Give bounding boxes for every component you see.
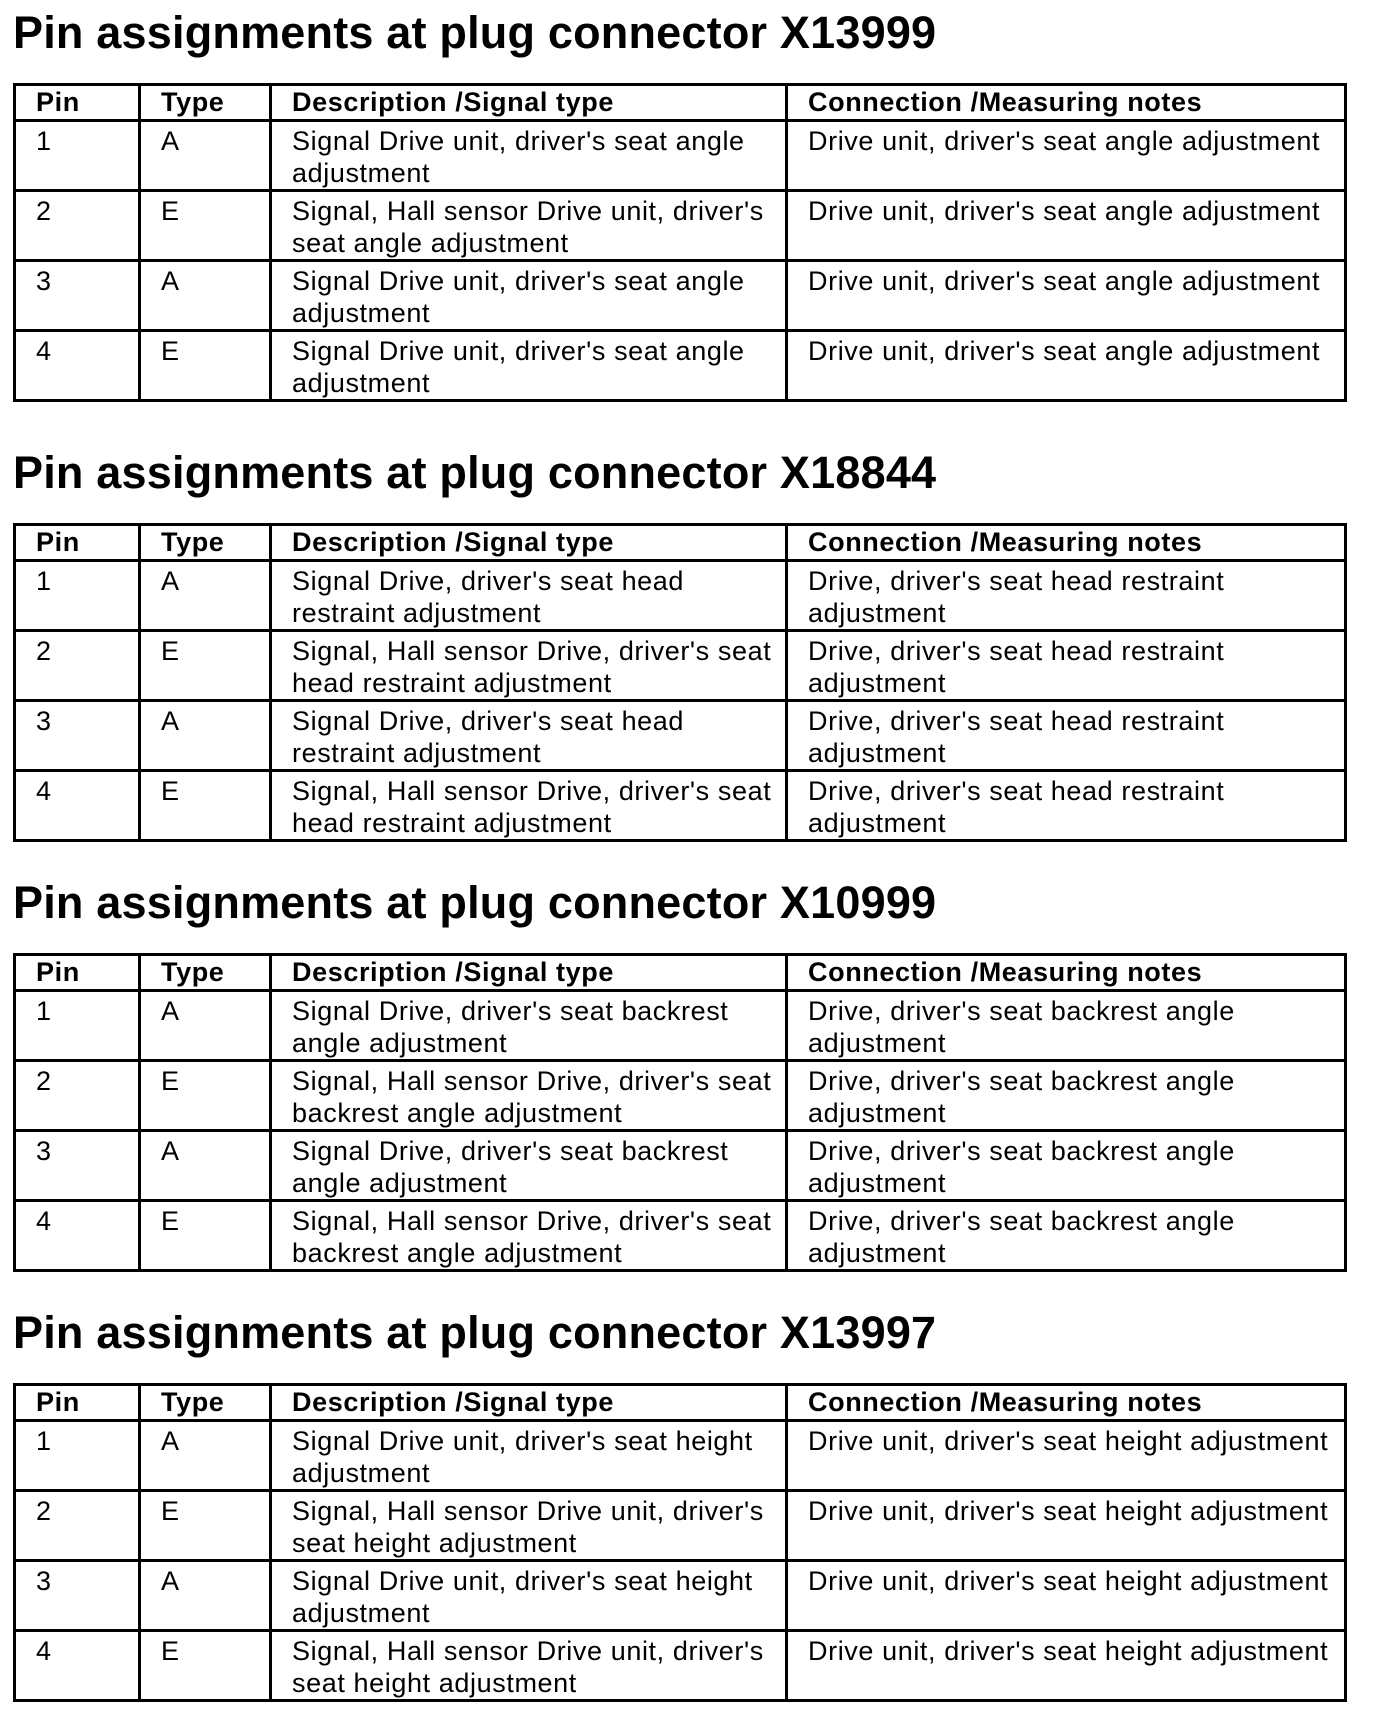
header-connection: Connection /Measuring notes bbox=[787, 85, 1346, 121]
header-description: Description /Signal type bbox=[271, 955, 787, 991]
header-connection: Connection /Measuring notes bbox=[787, 525, 1346, 561]
cell-type: A bbox=[140, 261, 271, 331]
cell-connection: Drive unit, driver's seat height adjustment bbox=[787, 1491, 1346, 1561]
table-row bbox=[15, 631, 1346, 701]
cell-type: A bbox=[140, 121, 271, 191]
cell-pin: 3 bbox=[15, 1561, 140, 1631]
cell-connection: Drive unit, driver's seat angle adjustment bbox=[787, 261, 1346, 331]
table-row bbox=[15, 1421, 1346, 1491]
cell-type: A bbox=[140, 991, 271, 1061]
table-row bbox=[15, 1061, 1346, 1131]
header-type: Type bbox=[140, 1385, 271, 1421]
cell-type: E bbox=[140, 771, 271, 841]
section-title: Pin assignments at plug connector X13997 bbox=[13, 1307, 937, 1358]
connector-section-x18844 bbox=[13, 447, 1344, 838]
cell-type: A bbox=[140, 1421, 271, 1491]
header-pin: Pin bbox=[15, 525, 140, 561]
section-title: Pin assignments at plug connector X13999 bbox=[13, 7, 937, 58]
table-row bbox=[15, 1631, 1346, 1701]
cell-description: Signal Drive, driver's seat head restraint adjustment bbox=[271, 701, 787, 771]
table-row bbox=[15, 191, 1346, 261]
header-description: Description /Signal type bbox=[271, 1385, 787, 1421]
cell-connection: Drive, driver's seat backrest angle adjustment bbox=[787, 1131, 1346, 1201]
cell-pin: 4 bbox=[15, 1201, 140, 1271]
table-row bbox=[15, 261, 1346, 331]
cell-connection: Drive, driver's seat backrest angle adjustment bbox=[787, 1061, 1346, 1131]
table-header-row bbox=[15, 525, 1346, 561]
cell-pin: 4 bbox=[15, 1631, 140, 1701]
section-title: Pin assignments at plug connector X18844 bbox=[13, 447, 937, 498]
table-row bbox=[15, 561, 1346, 631]
cell-type: E bbox=[140, 1491, 271, 1561]
table-header-row bbox=[15, 955, 1346, 991]
cell-type: E bbox=[140, 331, 271, 401]
cell-description: Signal Drive unit, driver's seat height adjustment bbox=[271, 1561, 787, 1631]
connector-section-x13999 bbox=[13, 7, 1344, 398]
cell-type: E bbox=[140, 1201, 271, 1271]
cell-type: A bbox=[140, 561, 271, 631]
cell-connection: Drive unit, driver's seat angle adjustment bbox=[787, 191, 1346, 261]
cell-pin: 3 bbox=[15, 701, 140, 771]
header-pin: Pin bbox=[15, 1385, 140, 1421]
cell-description: Signal Drive, driver's seat backrest angle adjustment bbox=[271, 991, 787, 1061]
pin-table bbox=[13, 523, 1347, 842]
section-title: Pin assignments at plug connector X10999 bbox=[13, 877, 937, 928]
table-row bbox=[15, 1131, 1346, 1201]
header-connection: Connection /Measuring notes bbox=[787, 955, 1346, 991]
cell-pin: 1 bbox=[15, 1421, 140, 1491]
cell-description: Signal Drive, driver's seat head restraint adjustment bbox=[271, 561, 787, 631]
cell-pin: 3 bbox=[15, 1131, 140, 1201]
cell-description: Signal, Hall sensor Drive, driver's seat backrest angle adjustment bbox=[271, 1201, 787, 1271]
cell-pin: 1 bbox=[15, 561, 140, 631]
cell-description: Signal, Hall sensor Drive unit, driver's seat height adjustment bbox=[271, 1491, 787, 1561]
cell-connection: Drive, driver's seat head restraint adjustment bbox=[787, 771, 1346, 841]
connector-section-x10999 bbox=[13, 877, 1344, 1268]
cell-connection: Drive unit, driver's seat height adjustment bbox=[787, 1421, 1346, 1491]
cell-connection: Drive, driver's seat head restraint adjustment bbox=[787, 561, 1346, 631]
cell-type: E bbox=[140, 1631, 271, 1701]
cell-pin: 3 bbox=[15, 261, 140, 331]
table-row bbox=[15, 1561, 1346, 1631]
cell-pin: 2 bbox=[15, 631, 140, 701]
pin-table bbox=[13, 83, 1347, 402]
header-type: Type bbox=[140, 85, 271, 121]
table-row bbox=[15, 1201, 1346, 1271]
header-connection: Connection /Measuring notes bbox=[787, 1385, 1346, 1421]
cell-description: Signal, Hall sensor Drive, driver's seat head restraint adjustment bbox=[271, 631, 787, 701]
table-row bbox=[15, 771, 1346, 841]
cell-connection: Drive unit, driver's seat height adjustment bbox=[787, 1631, 1346, 1701]
table-row bbox=[15, 991, 1346, 1061]
cell-description: Signal Drive unit, driver's seat angle adjustment bbox=[271, 331, 787, 401]
cell-type: E bbox=[140, 191, 271, 261]
cell-pin: 1 bbox=[15, 991, 140, 1061]
cell-pin: 2 bbox=[15, 1491, 140, 1561]
header-description: Description /Signal type bbox=[271, 85, 787, 121]
table-row bbox=[15, 701, 1346, 771]
cell-connection: Drive, driver's seat head restraint adjustment bbox=[787, 701, 1346, 771]
table-row bbox=[15, 331, 1346, 401]
cell-connection: Drive unit, driver's seat angle adjustment bbox=[787, 331, 1346, 401]
header-type: Type bbox=[140, 525, 271, 561]
cell-type: A bbox=[140, 701, 271, 771]
cell-pin: 4 bbox=[15, 331, 140, 401]
cell-pin: 2 bbox=[15, 191, 140, 261]
header-pin: Pin bbox=[15, 85, 140, 121]
header-description: Description /Signal type bbox=[271, 525, 787, 561]
cell-connection: Drive unit, driver's seat angle adjustment bbox=[787, 121, 1346, 191]
cell-pin: 4 bbox=[15, 771, 140, 841]
connector-section-x13997 bbox=[13, 1307, 1344, 1698]
cell-connection: Drive unit, driver's seat height adjustment bbox=[787, 1561, 1346, 1631]
cell-description: Signal, Hall sensor Drive, driver's seat head restraint adjustment bbox=[271, 771, 787, 841]
cell-type: A bbox=[140, 1131, 271, 1201]
cell-type: E bbox=[140, 1061, 271, 1131]
cell-pin: 1 bbox=[15, 121, 140, 191]
cell-description: Signal Drive unit, driver's seat height adjustment bbox=[271, 1421, 787, 1491]
table-row bbox=[15, 1491, 1346, 1561]
cell-description: Signal Drive unit, driver's seat angle adjustment bbox=[271, 261, 787, 331]
header-pin: Pin bbox=[15, 955, 140, 991]
pin-table bbox=[13, 1383, 1347, 1702]
cell-description: Signal Drive unit, driver's seat angle adjustment bbox=[271, 121, 787, 191]
cell-description: Signal, Hall sensor Drive, driver's seat backrest angle adjustment bbox=[271, 1061, 787, 1131]
cell-description: Signal Drive, driver's seat backrest angle adjustment bbox=[271, 1131, 787, 1201]
table-row bbox=[15, 121, 1346, 191]
table-header-row bbox=[15, 1385, 1346, 1421]
cell-type: E bbox=[140, 631, 271, 701]
header-type: Type bbox=[140, 955, 271, 991]
pin-table bbox=[13, 953, 1347, 1272]
cell-connection: Drive, driver's seat backrest angle adjustment bbox=[787, 991, 1346, 1061]
cell-type: A bbox=[140, 1561, 271, 1631]
cell-description: Signal, Hall sensor Drive unit, driver's seat height adjustment bbox=[271, 1631, 787, 1701]
cell-pin: 2 bbox=[15, 1061, 140, 1131]
cell-connection: Drive, driver's seat head restraint adjustment bbox=[787, 631, 1346, 701]
table-header-row bbox=[15, 85, 1346, 121]
cell-description: Signal, Hall sensor Drive unit, driver's seat angle adjustment bbox=[271, 191, 787, 261]
cell-connection: Drive, driver's seat backrest angle adjustment bbox=[787, 1201, 1346, 1271]
